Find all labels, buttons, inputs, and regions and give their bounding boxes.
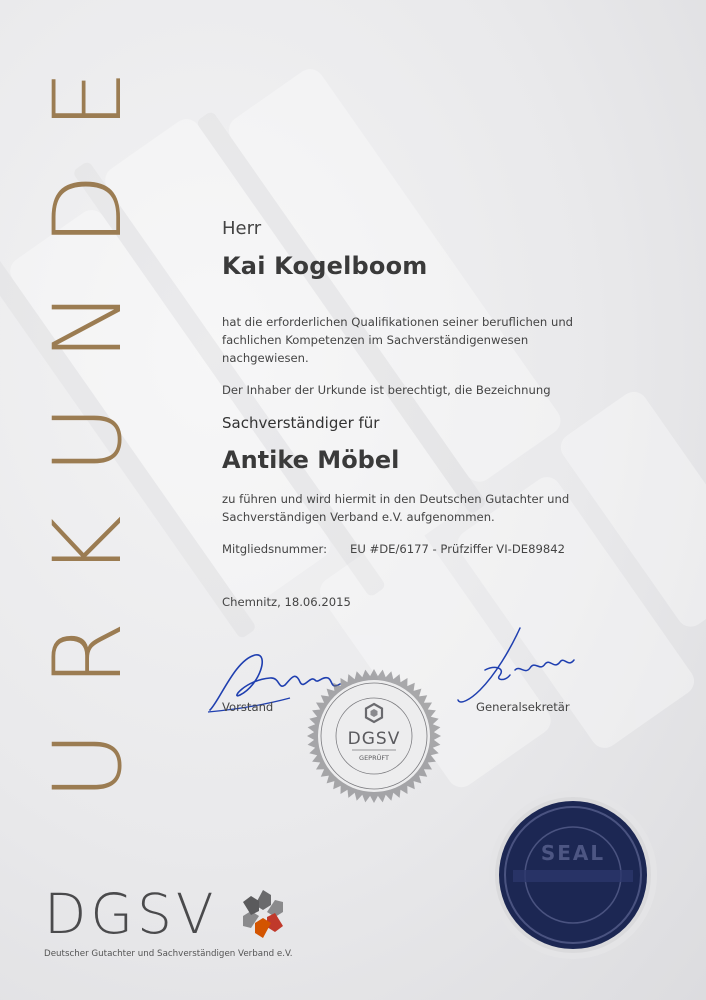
logo-subtitle: Deutscher Gutachter und Sachverständigen Verband e.V. bbox=[44, 949, 293, 959]
vertical-title-text: URKUNDE bbox=[34, 70, 143, 800]
qualification-paragraph: hat die erforderlichen Qualifikationen seiner beruflichen und fachlichen Kompetenzen im Sachverständigenwesen nachgewiesen. bbox=[222, 315, 574, 365]
holder-name: Kai Kogelboom bbox=[222, 252, 428, 280]
stamp-bottom-text: GEPRÜFT bbox=[359, 754, 389, 762]
member-number-label: Mitgliedsnummer: bbox=[222, 542, 327, 556]
secretary-label: Generalsekretär bbox=[476, 700, 570, 714]
salutation: Herr bbox=[222, 218, 262, 239]
subject-title: Antike Möbel bbox=[222, 446, 400, 474]
place-date: Chemnitz, 18.06.2015 bbox=[222, 595, 351, 609]
subject-intro: Sachverständiger für bbox=[222, 414, 380, 432]
seal-text: SEAL bbox=[540, 841, 606, 865]
dgsv-logo-icon bbox=[237, 888, 289, 940]
dgsv-logo-text: DGSV bbox=[44, 882, 218, 946]
board-label: Vorstand bbox=[222, 700, 274, 714]
dgsv-stamp bbox=[306, 668, 442, 804]
vertical-title bbox=[20, 60, 143, 800]
stamp-center-text: DGSV bbox=[347, 729, 401, 749]
member-number-value: EU #DE/6177 - Prüfziffer VI-DE89842 bbox=[350, 542, 565, 556]
blue-seal bbox=[488, 790, 658, 960]
admission-paragraph: zu führen und wird hiermit in den Deutschen Gutachter und Sachverständigen Verband e.V. aufgenommen. bbox=[222, 492, 570, 524]
entitlement-paragraph: Der Inhaber der Urkunde ist berechtigt, die Bezeichnung bbox=[222, 383, 551, 397]
